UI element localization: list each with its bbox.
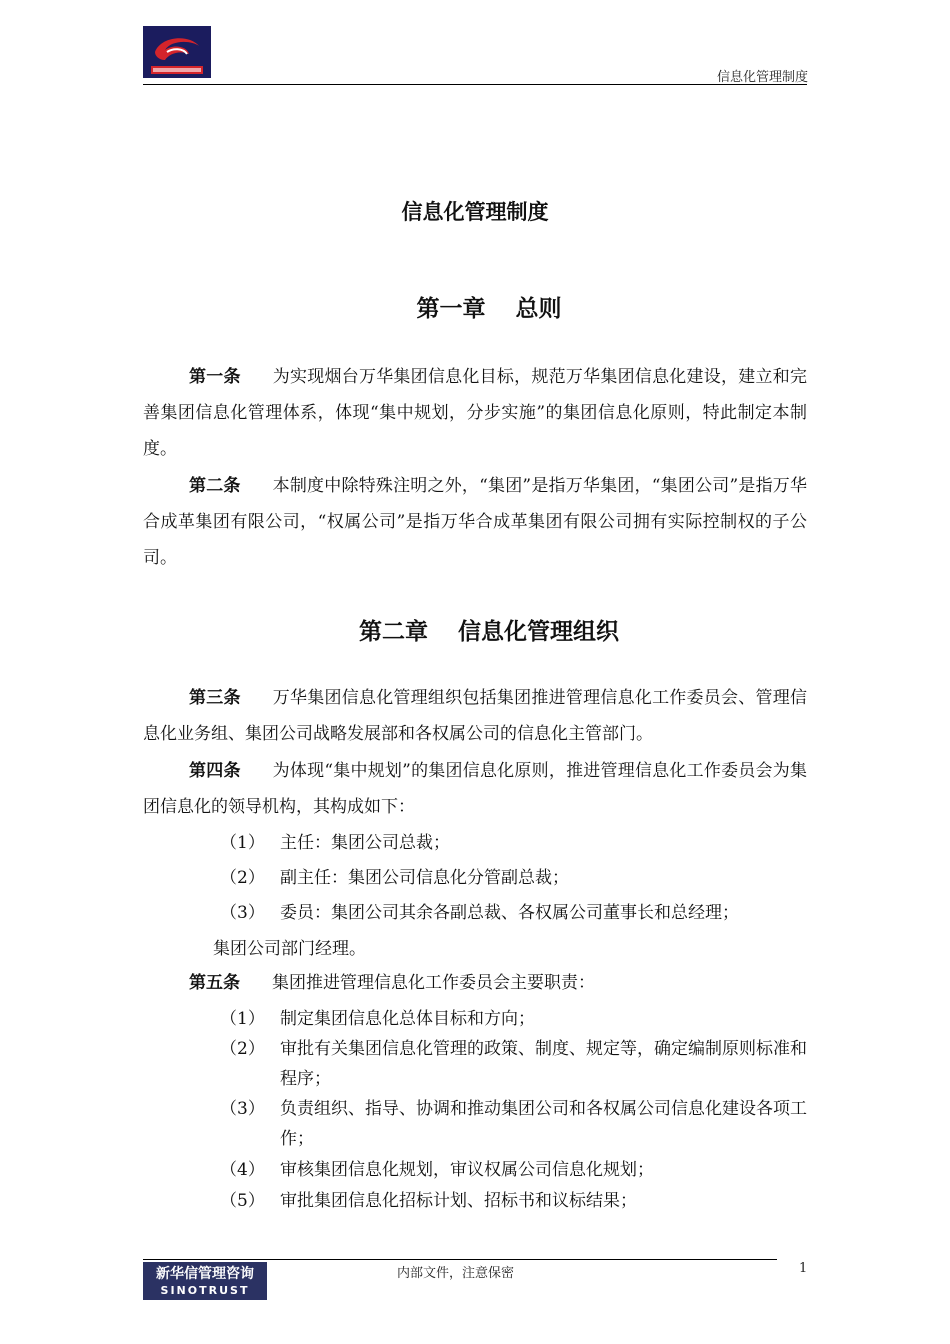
list-number: （5）	[220, 1191, 265, 1211]
article-5-item-3	[220, 1094, 808, 1154]
list-number: （3）	[220, 903, 265, 923]
article-2	[143, 468, 807, 576]
article-5-item-4	[220, 1155, 808, 1185]
article-5-label: 第五条	[189, 973, 240, 993]
article-4-item-3	[220, 898, 808, 928]
article-2-label: 第二条	[189, 476, 241, 496]
article-3-label: 第三条	[189, 688, 241, 708]
list-text: 主任：集团公司总裁；	[280, 833, 450, 853]
list-number: （4）	[220, 1160, 265, 1180]
article-2-text: 本制度中除特殊注明之外，“集团”是指万华集团，“集团公司”是指万华合成革集团有限公司，“权属公司”是指万华合成革集团有限公司拥有实际控制权的子公司。	[143, 476, 808, 568]
chapter-2-heading	[0, 613, 950, 646]
article-1-label: 第一条	[189, 367, 241, 387]
list-text: 制定集团信息化总体目标和方向；	[280, 1009, 535, 1029]
footer-divider	[143, 1259, 777, 1260]
company-logo	[143, 26, 211, 78]
document-title: 信息化管理制度	[401, 200, 549, 224]
list-number: （2）	[220, 868, 265, 888]
list-number: （3）	[220, 1099, 265, 1119]
list-text: 审核集团信息化规划，审议权属公司信息化规划；	[280, 1160, 654, 1180]
article-3	[143, 680, 807, 752]
list-number: （2）	[220, 1039, 265, 1059]
article-5-item-2	[220, 1034, 808, 1094]
confidential-note: 内部文件，注意保密	[397, 1266, 515, 1281]
header-title: 信息化管理制度	[716, 70, 808, 85]
consultancy-logo-cn: 新华信管理咨询	[156, 1266, 254, 1282]
page-number: 1	[799, 1261, 808, 1276]
chapter-1-title: 总则	[515, 296, 562, 322]
article-5	[143, 965, 807, 1001]
article-5-text: 集团推进管理信息化工作委员会主要职责：	[272, 973, 595, 993]
article-1	[143, 359, 807, 467]
article-5-item-5	[220, 1186, 808, 1216]
article-1-text: 为实现烟台万华集团信息化目标，规范万华集团信息化建设，建立和完善集团信息化管理体系，体现“集中规划，分步实施”的集团信息化原则，特此制定本制度。	[143, 367, 808, 459]
header-divider	[143, 84, 807, 85]
article-4-continuation: 集团公司部门经理。	[213, 939, 366, 959]
list-text: 副主任：集团公司信息化分管副总裁；	[280, 868, 569, 888]
article-4	[143, 753, 807, 825]
article-3-text: 万华集团信息化管理组织包括集团推进管理信息化工作委员会、管理信息化业务组、集团公司战略发展部和各权属公司的信息化主管部门。	[143, 688, 808, 744]
article-4-text: 为体现“集中规划”的集团信息化原则，推进管理信息化工作委员会为集团信息化的领导机构，其构成如下：	[143, 761, 807, 817]
list-number: （1）	[220, 833, 265, 853]
article-4-label: 第四条	[189, 761, 241, 781]
chapter-2-title: 信息化管理组织	[458, 619, 619, 645]
company-logo-graphic	[143, 26, 211, 78]
chapter-2-number: 第二章	[359, 619, 428, 645]
article-4-item-1	[220, 828, 808, 858]
list-text: 审批集团信息化招标计划、招标书和议标结果；	[280, 1191, 637, 1211]
chapter-1-number: 第一章	[416, 296, 486, 322]
list-text: 负责组织、指导、协调和推动集团公司和各权属公司信息化建设各项工作；	[280, 1099, 807, 1149]
consultancy-logo	[143, 1262, 267, 1300]
article-5-item-1	[220, 1004, 808, 1034]
list-number: （1）	[220, 1009, 265, 1029]
consultancy-logo-en: SINOTRUST	[160, 1284, 250, 1297]
list-text: 委员：集团公司其余各副总裁、各权属公司董事长和总经理；	[280, 903, 739, 923]
list-text: 审批有关集团信息化管理的政策、制度、规定等，确定编制原则标准和程序；	[280, 1039, 807, 1089]
article-4-item-2	[220, 863, 808, 893]
chapter-1-heading	[0, 290, 950, 323]
